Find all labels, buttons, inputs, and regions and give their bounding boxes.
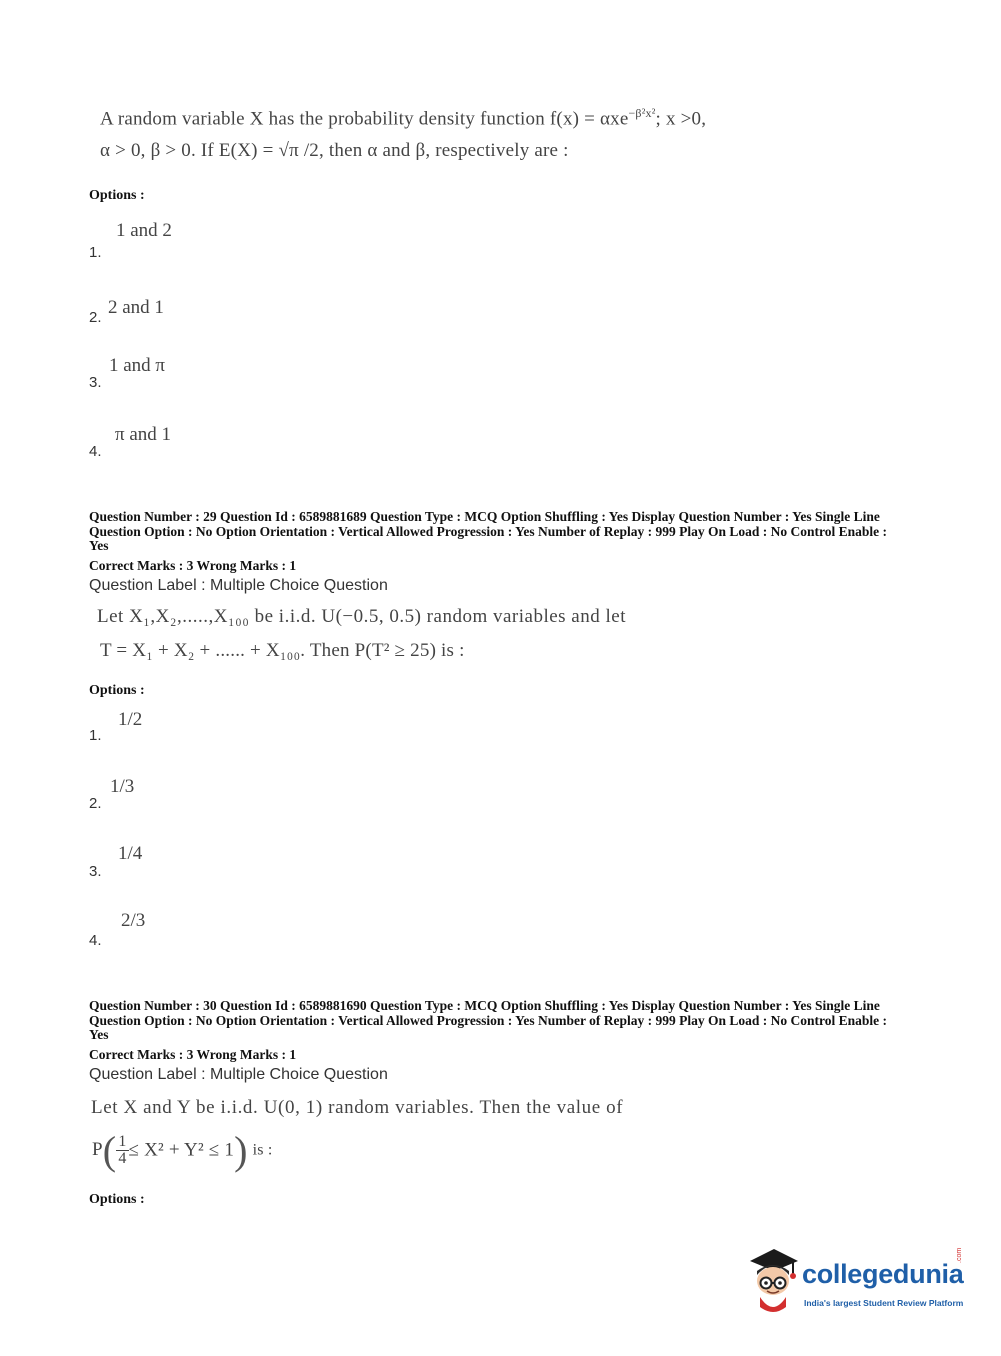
fraction-one-quarter: $\frac{1}{4}$ bbox=[118, 1133, 127, 1167]
q30-meta: Question Number : 30 Question Id : 6589881690 Question Type : MCQ Option Shuffling : Yes Display Question Number : Yes Single Line Question Option : No Option Orientation : Vertical Allowed Progression : Yes Number of Replay : 999 Play On Load : No Control Enable : Yes bbox=[89, 998, 888, 1042]
open-paren: ( bbox=[102, 1128, 117, 1173]
mascot-icon bbox=[742, 1247, 804, 1317]
option-text: 1 and π bbox=[109, 355, 166, 376]
option-number: 4. bbox=[89, 443, 102, 460]
option-number: 3. bbox=[89, 863, 102, 880]
q28-text-line1: A random variable X has the probability density function f(x) = αxe$^{-\beta^2x^2}$; x >0, bbox=[100, 106, 707, 130]
q30-text-line1: Let X and Y be i.i.d. U(0, 1) random variables. Then the value of bbox=[91, 1097, 624, 1118]
q30-tail: is : bbox=[252, 1141, 273, 1159]
logo-wordmark: collegedunia bbox=[802, 1259, 964, 1289]
option-text: 2/3 bbox=[121, 910, 146, 931]
q29-text-line2: T = X₁ + X₂ + ...... + X₁₀₀. Then P(T² ≥ 25) is : bbox=[100, 640, 465, 661]
q30-inequality: ≤ X² + Y² ≤ 1 bbox=[128, 1139, 235, 1161]
option-number: 1. bbox=[89, 727, 102, 744]
option-text: 2 and 1 bbox=[108, 297, 164, 318]
option-number: 4. bbox=[89, 932, 102, 949]
q30-label: Question Label : Multiple Choice Question bbox=[89, 1066, 388, 1083]
option-number: 2. bbox=[89, 309, 102, 326]
option-text: π and 1 bbox=[115, 424, 172, 445]
option-number: 2. bbox=[89, 795, 102, 812]
q30-options-heading: Options : bbox=[89, 1192, 145, 1207]
q30-formula-p: P bbox=[92, 1138, 103, 1160]
q28-text-line2: α > 0, β > 0. If E(X) = √π /2, then α and β, respectively are : bbox=[100, 140, 569, 161]
option-text: 1/4 bbox=[118, 843, 143, 864]
option-number: 1. bbox=[89, 244, 102, 261]
logo-tagline: India's largest Student Review Platform bbox=[804, 1298, 964, 1308]
option-number: 3. bbox=[89, 374, 102, 391]
q30-marks: Correct Marks : 3 Wrong Marks : 1 bbox=[89, 1047, 297, 1062]
logo-suffix: .com bbox=[956, 1247, 963, 1263]
q29-meta: Question Number : 29 Question Id : 6589881689 Question Type : MCQ Option Shuffling : Yes Display Question Number : Yes Single Line Question Option : No Option Orientation : Vertical Allowed Progression : Yes Number of Replay : 999 Play On Load : No Control Enable : Yes bbox=[89, 509, 888, 553]
option-text: 1/3 bbox=[110, 776, 135, 797]
q29-label: Question Label : Multiple Choice Question bbox=[89, 577, 388, 594]
q28-options-heading: Options : bbox=[89, 188, 145, 203]
close-paren: ) bbox=[234, 1128, 248, 1173]
q29-marks: Correct Marks : 3 Wrong Marks : 1 bbox=[89, 558, 297, 573]
q30-formula bbox=[92, 1127, 272, 1174]
option-text: 1 and 2 bbox=[116, 220, 172, 241]
collegedunia-logo[interactable] bbox=[742, 1247, 972, 1322]
q29-text-line1: Let X₁,X₂,.....,X₁₀₀ be i.i.d. U(−0.5, 0.5) random variables and let bbox=[97, 606, 626, 627]
q29-options-heading: Options : bbox=[89, 683, 145, 698]
option-text: 1/2 bbox=[118, 709, 143, 730]
q28-exponent: −β²x² bbox=[628, 106, 656, 120]
